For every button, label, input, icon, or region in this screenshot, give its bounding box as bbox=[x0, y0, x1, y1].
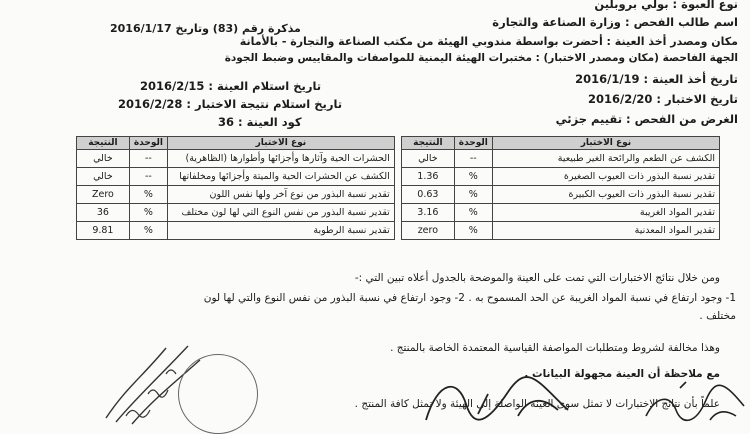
cell-unit: -- bbox=[454, 150, 492, 168]
col-unit-right: الوحدة bbox=[454, 137, 492, 150]
cell-result: 1.36 bbox=[401, 168, 454, 186]
cell-unit: -- bbox=[129, 150, 167, 168]
cell-result: zero bbox=[401, 222, 454, 240]
col-test-right: نوع الاختبار bbox=[492, 137, 719, 150]
violation-statement: وهذا مخالفة لشروط ومتطلبات المواصفة القياسية المعتمدة الخاصة بالمنتج . bbox=[390, 342, 720, 354]
note: مع ملاحظة أن العينة مجهولة البيانات . bbox=[524, 368, 720, 380]
finding-1-cont: مختلف . bbox=[699, 310, 736, 322]
cell-unit: % bbox=[454, 168, 492, 186]
cell-test: تقدير نسبة البذور ذات العيوب الكبيرة bbox=[492, 186, 719, 204]
test-body: الجهة الفاحصة (مكان ومصدر الاختبار) : مختبرات الهيئة اليمنية للمواصفات والمقاييس وضبط الجودة bbox=[224, 52, 738, 64]
sampling-date: تاريخ أخذ العينة : 2016/1/19 bbox=[575, 72, 738, 86]
receipt-date: تاريخ استلام العينة : 2016/2/15 bbox=[140, 79, 322, 93]
cell-result: 36 bbox=[77, 204, 130, 222]
cell-test: تقدير المواد المعدنية bbox=[492, 222, 719, 240]
cell-test: الحشرات الحية وآثارها وأجزائها وأطوارها (الظاهرية) bbox=[167, 150, 394, 168]
table-row bbox=[77, 222, 720, 240]
disclaimer: علماً بأن نتائج الاختبارات لا تمثل سوى العينة الواصلة إلى الهيئة ولا تمثل كافة المنتج . bbox=[354, 398, 720, 410]
col-test-left: نوع الاختبار bbox=[167, 137, 394, 150]
cell-unit: % bbox=[129, 186, 167, 204]
purpose: الغرض من الفحص : تقييم جزئي bbox=[555, 112, 738, 126]
requester: اسم طالب الفحص : وزارة الصناعة والتجارة bbox=[492, 15, 738, 29]
handwritten-signature-right bbox=[640, 376, 750, 430]
table-row bbox=[77, 150, 720, 168]
results-table bbox=[76, 136, 720, 240]
cell-test: تقدير نسبة الرطوبة bbox=[167, 222, 394, 240]
cell-unit: % bbox=[454, 186, 492, 204]
cell-result: خالي bbox=[77, 150, 130, 168]
cell-unit: % bbox=[129, 204, 167, 222]
table-row bbox=[77, 204, 720, 222]
cell-result: 3.16 bbox=[401, 204, 454, 222]
cell-result: خالي bbox=[77, 168, 130, 186]
cell-test: الكشف عن الطعم والرائحة الغير طبيعية bbox=[492, 150, 719, 168]
cell-result: Zero bbox=[77, 186, 130, 204]
sample-code: كود العينة : 36 bbox=[218, 115, 302, 129]
findings-intro: ومن خلال نتائج الاختبارات التي تمت على العينة والموضحة بالجدول أعلاه تبين التي :- bbox=[354, 272, 720, 284]
memo: مذكرة رقم (83) وتاريخ 2016/1/17 bbox=[110, 22, 301, 35]
cell-unit: % bbox=[454, 222, 492, 240]
col-result-right: النتيجة bbox=[401, 137, 454, 150]
sample-type: نوع العبوة : بولي بروبلين bbox=[594, 0, 738, 11]
table-row bbox=[77, 168, 720, 186]
cell-result: 0.63 bbox=[401, 186, 454, 204]
cell-result: 9.81 bbox=[77, 222, 130, 240]
result-receipt-date: تاريخ استلام نتيجة الاختبار : 2016/2/28 bbox=[118, 97, 343, 111]
table-row bbox=[77, 186, 720, 204]
cell-unit: % bbox=[454, 204, 492, 222]
test-date: تاريخ الاختبار : 2016/2/20 bbox=[587, 92, 738, 106]
cell-test: تقدير نسبة البذور من نفس النوع التي لها لون مختلف bbox=[167, 204, 394, 222]
sample-source: مكان ومصدر أخذ العينة : أحضرت بواسطة مندوبي الهيئة من مكتب الصناعة والتجارة - بالأمانة bbox=[239, 35, 738, 48]
cell-unit: -- bbox=[129, 168, 167, 186]
cell-test: تقدير نسبة البذور من نوع آخر ولها نفس اللون bbox=[167, 186, 394, 204]
handwritten-signature-center bbox=[418, 370, 598, 430]
cell-test: تقدير المواد الغريبة bbox=[492, 204, 719, 222]
stamp-circle bbox=[178, 354, 258, 434]
col-result-left: النتيجة bbox=[77, 137, 130, 150]
finding-1: 1- وجود ارتفاع في نسبة المواد الغريبة عن الحد المسموح به . 2- وجود ارتفاع في نسبة البذور من نفس النوع والتي لها لون bbox=[203, 292, 736, 304]
cell-test: تقدير نسبة البذور ذات العيوب الصغيرة bbox=[492, 168, 719, 186]
cell-test: الكشف عن الحشرات الحية والميتة وأجزائها ومخلفاتها bbox=[167, 168, 394, 186]
cell-unit: % bbox=[129, 222, 167, 240]
cell-result: خالي bbox=[401, 150, 454, 168]
col-unit-left: الوحدة bbox=[129, 137, 167, 150]
table-header-row bbox=[77, 137, 720, 150]
